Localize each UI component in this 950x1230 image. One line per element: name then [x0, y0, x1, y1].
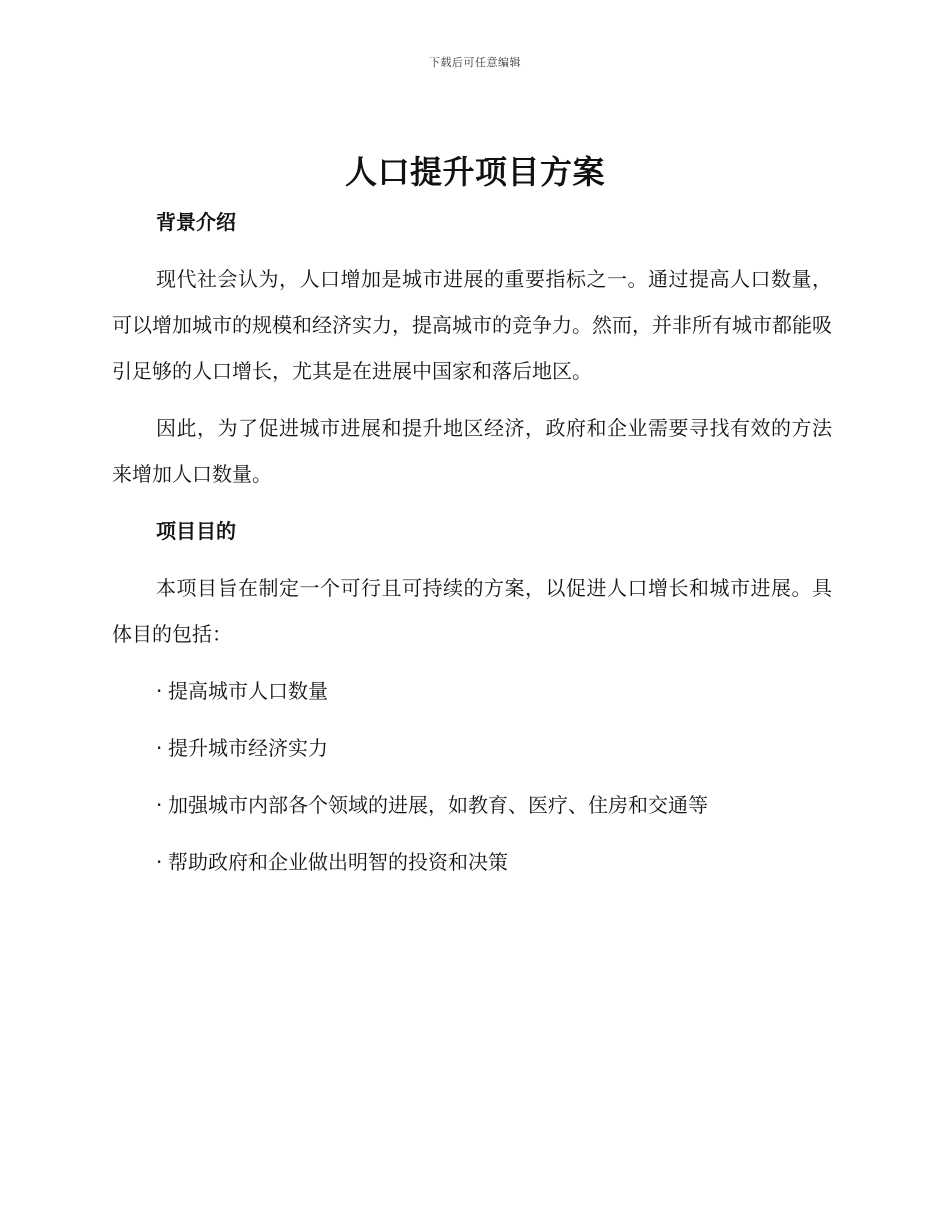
list-item — [112, 668, 832, 714]
section-heading-background: 背景介绍 — [156, 210, 236, 234]
bullet-icon: · — [156, 736, 163, 760]
header-note: 下载后可任意编辑 — [429, 56, 521, 69]
section-heading-purpose: 项目目的 — [156, 519, 236, 543]
list-item-text: 提升城市经济实力 — [168, 736, 328, 760]
bullet-icon: · — [156, 850, 163, 874]
paragraph: 现代社会认为，人口增加是城市进展的重要指标之一。通过提高人口数量，可以增加城市的规模和经济实力，提高城市的竞争力。然而，并非所有城市都能吸引足够的人口增长，尤其是在进展中国家和落后地区。 — [112, 267, 832, 383]
document-title: 人口提升项目方案 — [344, 153, 605, 191]
list-item-text: 提高城市人口数量 — [168, 679, 328, 703]
document-body — [112, 200, 832, 885]
bullet-icon: · — [156, 793, 163, 817]
paragraph: 本项目旨在制定一个可行且可持续的方案，以促进人口增长和城市进展。具体目的包括： — [112, 576, 832, 646]
list-item — [112, 839, 832, 885]
list-item — [112, 782, 832, 828]
bullet-icon: · — [156, 679, 163, 703]
list-item-text: 加强城市内部各个领域的进展，如教育、医疗、住房和交通等 — [168, 793, 708, 817]
list-item-text: 帮助政府和企业做出明智的投资和决策 — [168, 850, 508, 874]
list-item — [112, 725, 832, 771]
paragraph: 因此，为了促进城市进展和提升地区经济，政府和企业需要寻找有效的方法来增加人口数量。 — [112, 416, 832, 486]
